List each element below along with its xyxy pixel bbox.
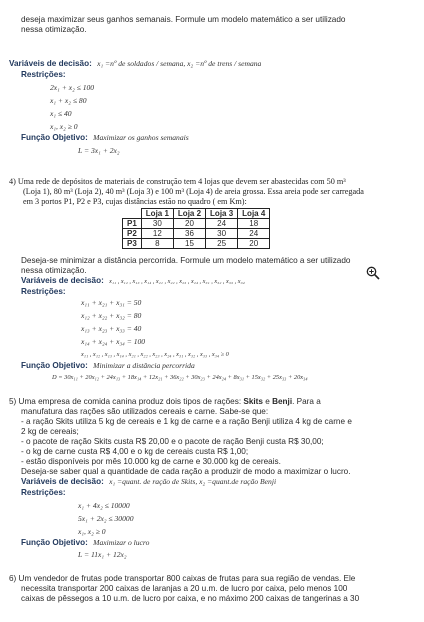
p3-constraint-2: x₁ + x₂ ≤ 80 (50, 96, 87, 105)
p4-restrictions-label: Restrições: (21, 287, 66, 296)
p5-line-4: 2 kg de cereais; (21, 427, 79, 436)
p4-line-5: nessa otimização. (21, 266, 87, 275)
table-corner-cell (123, 209, 142, 219)
intro-line-1: deseja maximizar seus ganhos semanais. Formule um modelo matemático a ser utilizado (21, 15, 346, 24)
table-cell: 20 (173, 219, 205, 229)
p4-constraint-1: x₁₁ + x₂₁ + x₃₁ = 50 (81, 298, 142, 307)
p5-line-8: Deseja-se saber qual a quantidade de cada ração a produzir de modo a maximizar o lucro. (21, 467, 351, 476)
table-row-label: P2 (123, 229, 142, 239)
table-cell: 30 (206, 229, 238, 239)
p3-constraint-1: 2x₁ + x₂ ≤ 100 (50, 83, 95, 92)
p4-constraint-5: x₁₁ , x₁₂ , x₁₃ , x₁₄ , x₂₁ , x₂₂ , x₂₃ , x₂₄ , x₃₁ , x₃₂ , x₃₃ , x₃₄ ≥ 0 (81, 351, 229, 358)
p5-constraint-2: 5x₁ + 2x₂ ≤ 30000 (78, 514, 134, 523)
p5-line-1-and: e (262, 397, 273, 406)
p5-benji: Benji (272, 397, 293, 406)
p3-objective-equation: L = 3x₁ + 2x₂ (78, 146, 120, 155)
zoom-in-icon[interactable] (366, 266, 380, 280)
p3-vars-label: Variáveis de decisão: (9, 59, 92, 68)
p3-objective-text: Maximizar os ganhos semanais (93, 133, 189, 142)
table-cell: 18 (238, 219, 270, 229)
p4-objective-line (21, 361, 195, 371)
table-row (123, 239, 270, 249)
table-header-cell: Loja 4 (238, 209, 270, 219)
p5-objective-label: Função Objetivo: (21, 538, 88, 547)
table-cell: 30 (141, 219, 173, 229)
table-cell: 8 (141, 239, 173, 249)
intro-line-2: nessa otimização. (21, 25, 87, 34)
table-cell: 15 (173, 239, 205, 249)
p3-constraint-4: x₁, x₂ ≥ 0 (50, 122, 78, 131)
table-header-cell: Loja 3 (206, 209, 238, 219)
p5-line-5: - o pacote de ração Skits custa R$ 20,00 e o pacote de ração Benji custa R$ 30,00; (21, 437, 324, 446)
p6-line-2: necessita transportar 200 caixas de laranjas a 20 u.m. de lucro por caixa, pelo menos 100 (21, 584, 348, 593)
table-row-label: P1 (123, 219, 142, 229)
p5-restrictions-label: Restrições: (21, 488, 66, 497)
table-cell: 20 (238, 239, 270, 249)
table-cell: 12 (141, 229, 173, 239)
p5-objective-equation: L = 11x₁ + 12x₂ (78, 550, 127, 559)
p3-restrictions-label: Restrições: (21, 70, 66, 79)
p6-line-1: 6) Um vendedor de frutas pode transportar 800 caixas de frutas para sua região de vendas. Ele (9, 574, 356, 583)
p4-vars-text: x₁₁ , x₁₂ , x₁₃ , x₁₄ , x₂₁ , x₂₂ , x₂₃ , x₂₄ , x₃₁ , x₃₂ , x₃₃ , x₃₄ (109, 278, 245, 285)
p5-objective-line (21, 538, 149, 548)
table-row (123, 219, 270, 229)
p4-constraint-4: x₁₄ + x₂₄ + x₃₄ = 100 (81, 337, 146, 346)
p4-objective-label: Função Objetivo: (21, 361, 88, 370)
table-row (123, 229, 270, 239)
table-header-row (123, 209, 270, 219)
p5-line-7: - estão disponíveis por mês 10.000 kg de carne e 30.000 kg de cereais. (21, 457, 281, 466)
p4-vars-label: Variáveis de decisão: (21, 276, 104, 285)
p5-constraint-1: x₁ + 4x₂ ≤ 10000 (78, 501, 130, 510)
p4-constraint-3: x₁₃ + x₂₃ + x₃₃ = 40 (81, 324, 142, 333)
p4-constraint-2: x₁₂ + x₂₂ + x₃₂ = 80 (81, 311, 142, 320)
distance-table (122, 208, 270, 249)
p3-constraint-3: x₁ ≤ 40 (50, 109, 72, 118)
table-header-cell: Loja 2 (173, 209, 205, 219)
p3-vars-text: x₁ =nº de soldados / semana, x₂ =nº de trens / semana (97, 59, 262, 68)
table-row-label: P3 (123, 239, 142, 249)
p5-line-1 (9, 397, 321, 407)
table-header-cell: Loja 1 (141, 209, 173, 219)
p4-objective-text: Minimizar a distância percorrida (93, 361, 195, 370)
p5-vars-text: x₁ =quant. de ração de Skits, x₂ =quant.de ração Benji (109, 477, 277, 486)
p5-line-1-text: 5) Uma empresa de comida canina produz dois tipos de rações: (9, 397, 244, 406)
p5-line-2: manufatura das rações são utilizados cereais e carne. Sabe-se que: (21, 407, 269, 416)
p5-skits: Skits (243, 397, 263, 406)
p4-line-2: (Loja 1), 80 m³ (Loja 2), 40 m³ (Loja 3) e 100 m³ (Loja 4) de areia grossa. Essa areia pode ser carregada (23, 187, 364, 196)
p5-vars-line (21, 477, 276, 487)
p4-objective-equation: D = 30x₁₁ + 20x₁₂ + 24x₁₃ + 18x₁₄ + 12x₂₁ + 36x₂₂ + 30x₂₃ + 24x₂₄ + 8x₃₁ + 15x₃₂ + 25x₃₃ + 20x₃₄ (52, 374, 308, 381)
p5-objective-text: Maximizar o lucro (93, 538, 150, 547)
p3-vars-line (9, 59, 261, 69)
table-cell: 24 (238, 229, 270, 239)
p4-vars-line (21, 276, 245, 287)
table-cell: 24 (206, 219, 238, 229)
p5-line-3: - a ração Skits utiliza 5 kg de cereais e 1 kg de carne e a ração Benji utiliza 4 kg de carne e (21, 417, 352, 426)
p5-line-1-end: . Para a (292, 397, 321, 406)
p3-objective-label: Função Objetivo: (21, 133, 88, 142)
p6-line-3: caixas de pêssegos a 10 u.m. de lucro por caixa, e no máximo 200 caixas de tangerinas a 30 (21, 594, 360, 603)
p4-line-1: 4) Uma rede de depósitos de materiais de construção tem 4 lojas que devem ser abastecidas com 50 m³ (9, 177, 346, 186)
p4-line-3: em 3 portos P1, P2 e P3, cujas distâncias estão no quadro ( em Km): (23, 197, 247, 206)
p5-vars-label: Variáveis de decisão: (21, 477, 104, 486)
p5-line-6: - o kg de carne custa R$ 4,00 e o kg de cereais custa R$ 1,00; (21, 447, 249, 456)
table-cell: 25 (206, 239, 238, 249)
table-cell: 36 (173, 229, 205, 239)
p3-objective-line (21, 133, 189, 143)
p4-line-4: Deseja-se minimizar a distância percorrida. Formule um modelo matemático a ser utilizado (21, 256, 351, 265)
p5-constraint-3: x₁, x₂ ≥ 0 (78, 527, 106, 536)
